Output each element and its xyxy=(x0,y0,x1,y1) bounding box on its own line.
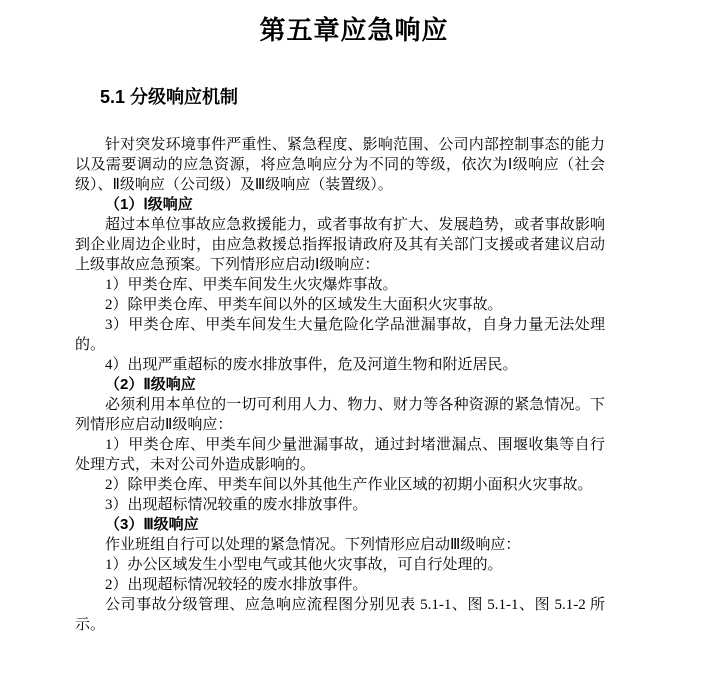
subheading: （3）Ⅲ级响应 xyxy=(105,516,199,533)
section-heading: 5.1 分级响应机制 xyxy=(100,87,239,107)
subheading: （1）Ⅰ级响应 xyxy=(105,196,193,213)
paragraph: 超过本单位事故应急救援能力，或者事故有扩大、发展趋势，或者事故影响到企业周边企业时，由应急救援总指挥报请政府及其有关部门支援或者建议启动上级事故应急预案。下列情形应启动Ⅰ级响应： xyxy=(75,217,605,273)
paragraph: 公司事故分级管理、应急响应流程图分别见表 5.1-1、图 5.1-1、图 5.1-2 所示。 xyxy=(75,597,605,633)
list-item: 2）除甲类仓库、甲类车间以外其他生产作业区域的初期小面积火灾事故。 xyxy=(105,477,593,493)
list-item: 4）出现严重超标的废水排放事件，危及河道生物和附近居民。 xyxy=(105,357,518,373)
subheading: （2）Ⅱ级响应 xyxy=(105,376,196,393)
paragraph: 作业班组自行可以处理的紧急情况。下列情形应启动Ⅲ级响应： xyxy=(105,537,521,553)
list-item: 1）甲类仓库、甲类车间少量泄漏事故，通过封堵泄漏点、围堰收集等自行处理方式，未对公司外造成影响的。 xyxy=(75,437,605,473)
chapter-title: 第五章应急响应 xyxy=(259,15,449,45)
paragraph: 针对突发环境事件严重性、紧急程度、影响范围、公司内部控制事态的能力以及需要调动的应急资源，将应急响应分为不同的等级，依次为Ⅰ级响应（社会级）、Ⅱ级响应（公司级）及Ⅲ级响应（装置级）。 xyxy=(75,137,605,193)
document-body xyxy=(75,135,605,635)
paragraph: 必须利用本单位的一切可利用人力、物力、财力等各种资源的紧急情况。下列情形应启动Ⅱ级响应： xyxy=(75,397,605,433)
list-item: 3）甲类仓库、甲类车间发生大量危险化学品泄漏事故，自身力量无法处理的。 xyxy=(75,317,605,353)
list-item: 2）除甲类仓库、甲类车间以外的区域发生大面积火灾事故。 xyxy=(105,297,503,313)
list-item: 3）出现超标情况较重的废水排放事件。 xyxy=(105,497,368,513)
list-item: 2）出现超标情况较轻的废水排放事件。 xyxy=(105,577,368,593)
list-item: 1）办公区域发生小型电气或其他火灾事故，可自行处理的。 xyxy=(105,557,503,573)
list-item: 1）甲类仓库、甲类车间发生火灾爆炸事故。 xyxy=(105,277,398,293)
